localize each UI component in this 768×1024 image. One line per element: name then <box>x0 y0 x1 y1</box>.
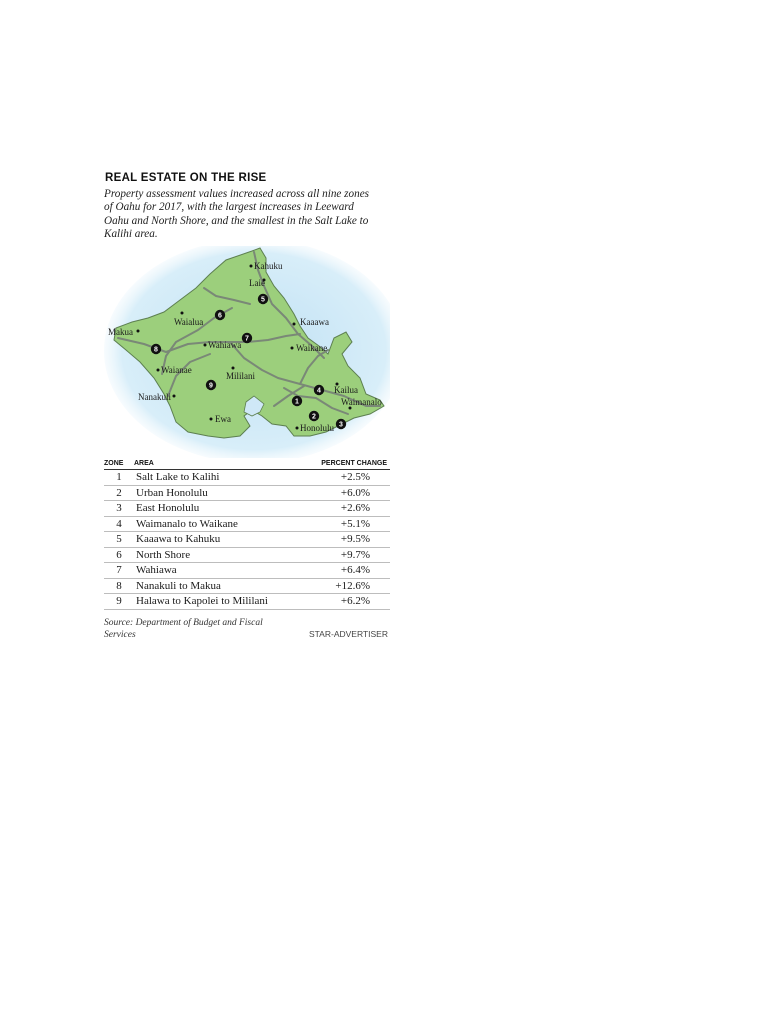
label-ewa: Ewa <box>215 414 231 424</box>
label-makua: Makua <box>108 327 133 337</box>
svg-text:7: 7 <box>245 335 249 343</box>
oahu-map <box>104 246 390 458</box>
table-row <box>104 563 390 579</box>
percent-cell: +2.6% <box>303 501 390 517</box>
svg-text:9: 9 <box>209 382 213 390</box>
svg-text:1: 1 <box>295 398 299 406</box>
zone-cell: 7 <box>104 563 134 579</box>
label-waikane: Waikane <box>296 343 328 353</box>
percent-cell: +6.0% <box>303 485 390 501</box>
label-kahuku: Kahuku <box>254 261 283 271</box>
area-cell: Halawa to Kapolei to Mililani <box>134 594 303 610</box>
label-nanakuli: Nanakuli <box>138 392 171 402</box>
deck-text: Property assessment values increased across all nine zones of Oahu for 2017, with the largest increases in Leeward Oahu and North Shore, and the smallest in the Salt Lake to Kalihi area. <box>104 188 370 241</box>
zone-cell: 2 <box>104 485 134 501</box>
header-percent-change: PERCENT CHANGE <box>303 460 390 470</box>
percent-cell: +2.5% <box>303 470 390 486</box>
table-row <box>104 470 390 486</box>
svg-text:2: 2 <box>312 413 316 421</box>
zone-marker-5 <box>258 294 268 304</box>
zone-marker-3 <box>336 419 346 429</box>
zone-cell: 9 <box>104 594 134 610</box>
zone-table <box>104 460 390 610</box>
area-cell: Salt Lake to Kalihi <box>134 470 303 486</box>
label-honolulu: Honolulu <box>300 423 335 433</box>
area-cell: North Shore <box>134 547 303 563</box>
zone-cell: 5 <box>104 532 134 548</box>
svg-text:3: 3 <box>339 421 343 429</box>
label-kailua: Kailua <box>334 385 358 395</box>
area-cell: Kaaawa to Kahuku <box>134 532 303 548</box>
zone-marker-6 <box>215 310 225 320</box>
zone-cell: 4 <box>104 516 134 532</box>
table-row <box>104 485 390 501</box>
svg-text:4: 4 <box>317 387 321 395</box>
zone-marker-8 <box>151 344 161 354</box>
percent-cell: +6.2% <box>303 594 390 610</box>
zone-marker-9 <box>206 380 216 390</box>
label-waimanalo: Waimanalo <box>341 397 382 407</box>
area-cell: Urban Honolulu <box>134 485 303 501</box>
table-row <box>104 578 390 594</box>
area-cell: Waimanalo to Waikane <box>134 516 303 532</box>
svg-text:6: 6 <box>218 312 222 320</box>
header-area: AREA <box>134 460 303 470</box>
table-row <box>104 532 390 548</box>
label-waianae: Waianae <box>161 365 192 375</box>
percent-cell: +12.6% <box>303 578 390 594</box>
area-cell: Wahiawa <box>134 563 303 579</box>
zone-marker-1 <box>292 396 302 406</box>
credit-line: STAR-ADVERTISER <box>308 629 388 639</box>
percent-cell: +5.1% <box>303 516 390 532</box>
percent-cell: +6.4% <box>303 563 390 579</box>
label-mililani: Mililani <box>226 371 255 381</box>
zone-marker-7 <box>242 333 252 343</box>
zone-cell: 1 <box>104 470 134 486</box>
svg-text:8: 8 <box>154 346 158 354</box>
zone-marker-2 <box>309 411 319 421</box>
zone-cell: 6 <box>104 547 134 563</box>
table-row <box>104 516 390 532</box>
label-waialua: Waialua <box>174 317 204 327</box>
label-laie: Laie <box>249 278 265 288</box>
area-cell: East Honolulu <box>134 501 303 517</box>
percent-cell: +9.7% <box>303 547 390 563</box>
table-row <box>104 547 390 563</box>
zone-cell: 8 <box>104 578 134 594</box>
area-cell: Nanakuli to Makua <box>134 578 303 594</box>
zone-cell: 3 <box>104 501 134 517</box>
table-header-row <box>104 460 390 470</box>
zone-marker-4 <box>314 385 324 395</box>
headline: REAL ESTATE ON THE RISE <box>105 172 267 184</box>
svg-text:5: 5 <box>261 296 265 304</box>
header-zone: ZONE <box>104 460 134 470</box>
table-row <box>104 501 390 517</box>
label-wahiawa: Wahiawa <box>208 340 242 350</box>
label-kaaawa: Kaaawa <box>300 317 329 327</box>
percent-cell: +9.5% <box>303 532 390 548</box>
source-note: Source: Department of Budget and Fiscal Services <box>104 618 263 640</box>
infographic <box>104 172 390 640</box>
table-row <box>104 594 390 610</box>
